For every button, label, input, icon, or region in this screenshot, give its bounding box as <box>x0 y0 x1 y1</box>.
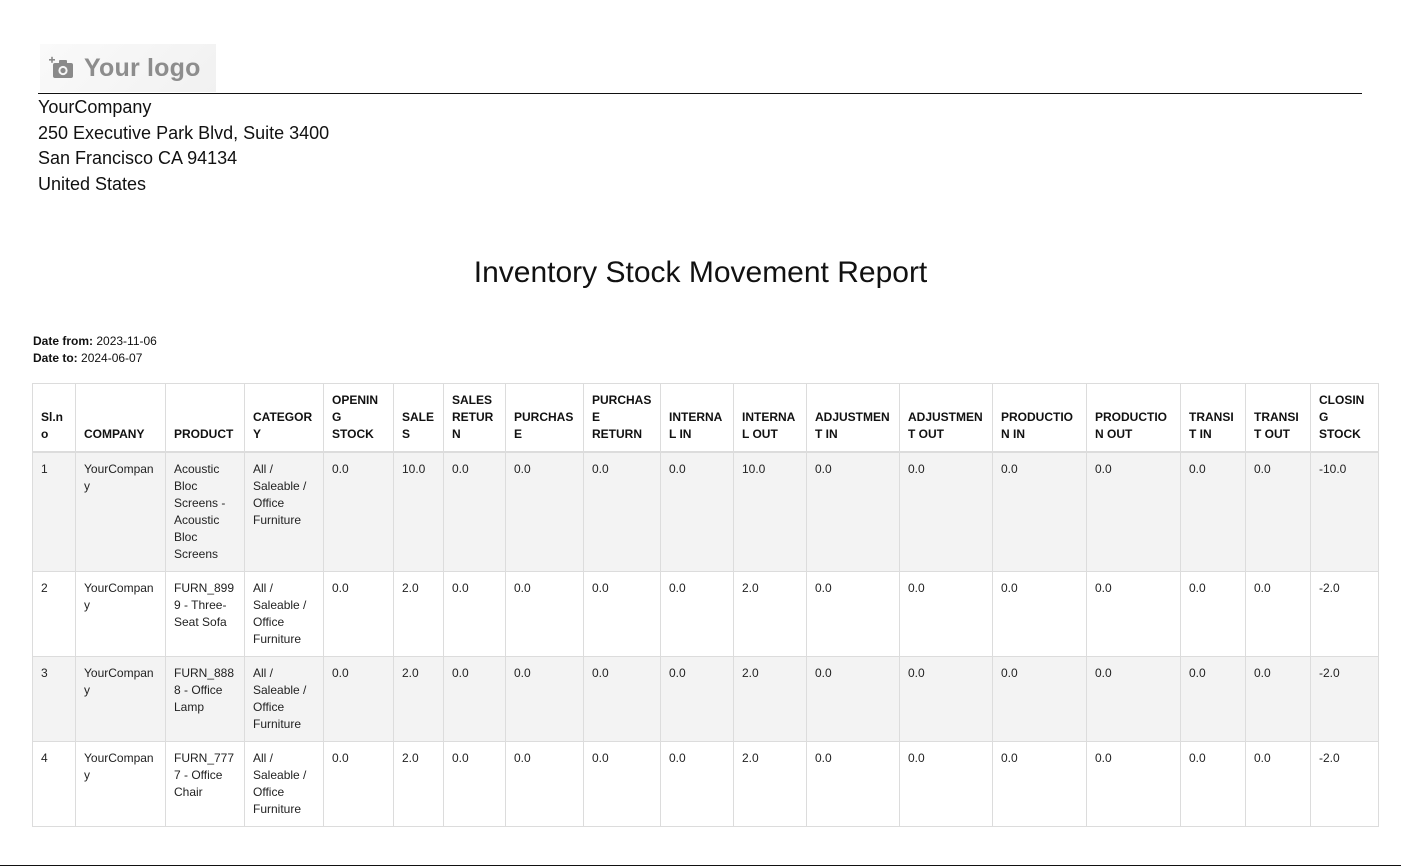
table-cell: All / Saleable / Office Furniture <box>245 742 324 827</box>
table-cell: 0.0 <box>1087 452 1181 572</box>
column-header: PRODUCT <box>166 384 245 453</box>
table-cell: 0.0 <box>324 742 394 827</box>
table-cell: 0.0 <box>584 572 661 657</box>
table-cell: 0.0 <box>506 742 584 827</box>
table-cell: -2.0 <box>1311 657 1379 742</box>
table-cell: 1 <box>33 452 76 572</box>
table-cell: -2.0 <box>1311 572 1379 657</box>
company-name: YourCompany <box>38 97 152 117</box>
table-cell: 0.0 <box>1181 657 1246 742</box>
table-cell: 0.0 <box>900 452 993 572</box>
table-cell: FURN_8888 - Office Lamp <box>166 657 245 742</box>
table-cell: 0.0 <box>1087 742 1181 827</box>
table-cell: All / Saleable / Office Furniture <box>245 452 324 572</box>
column-header: Sl.no <box>33 384 76 453</box>
table-cell: YourCompany <box>76 452 166 572</box>
report-title: Inventory Stock Movement Report <box>473 256 928 289</box>
column-header: COMPANY <box>76 384 166 453</box>
footer-divider <box>0 865 1401 866</box>
column-header: TRANSIT OUT <box>1246 384 1311 453</box>
column-header: PURCHASE RETURN <box>584 384 661 453</box>
table-cell: YourCompany <box>76 742 166 827</box>
column-header: INTERNAL IN <box>661 384 734 453</box>
table-cell: All / Saleable / Office Furniture <box>245 657 324 742</box>
table-cell: 0.0 <box>506 572 584 657</box>
table-cell: FURN_7777 - Office Chair <box>166 742 245 827</box>
column-header: OPENING STOCK <box>324 384 394 453</box>
table-cell: 0.0 <box>444 572 506 657</box>
table-cell: 10.0 <box>734 452 807 572</box>
column-header: PRODUCTION OUT <box>1087 384 1181 453</box>
company-address <box>38 95 329 197</box>
header-divider <box>38 93 1362 94</box>
column-header: INTERNAL OUT <box>734 384 807 453</box>
table-cell: 0.0 <box>661 742 734 827</box>
table-cell: Acoustic Bloc Screens - Acoustic Bloc Screens <box>166 452 245 572</box>
table-cell: YourCompany <box>76 657 166 742</box>
column-header: PRODUCTION IN <box>993 384 1087 453</box>
table-cell: -2.0 <box>1311 742 1379 827</box>
table-cell: 2.0 <box>734 572 807 657</box>
table-cell: 4 <box>33 742 76 827</box>
column-header: ADJUSTMENT OUT <box>900 384 993 453</box>
date-to-row <box>33 350 157 367</box>
table-cell: 0.0 <box>1181 572 1246 657</box>
table-cell: 0.0 <box>661 452 734 572</box>
table-cell: 0.0 <box>506 452 584 572</box>
table-cell: 0.0 <box>1246 742 1311 827</box>
table-cell: 2.0 <box>394 742 444 827</box>
table-cell: 2.0 <box>394 657 444 742</box>
table-cell: 0.0 <box>807 657 900 742</box>
date-from-label: Date from: <box>33 334 94 348</box>
table-row <box>33 742 1379 827</box>
table-cell: 0.0 <box>584 452 661 572</box>
table-cell: 2.0 <box>734 657 807 742</box>
table-cell: 0.0 <box>993 657 1087 742</box>
date-to-label: Date to: <box>33 351 78 365</box>
table-cell: FURN_8999 - Three-Seat Sofa <box>166 572 245 657</box>
table-cell: 0.0 <box>506 657 584 742</box>
address-line-2: San Francisco CA 94134 <box>38 148 238 168</box>
table-cell: 0.0 <box>1246 657 1311 742</box>
table-cell: All / Saleable / Office Furniture <box>245 572 324 657</box>
table-cell: 0.0 <box>807 452 900 572</box>
table-cell: 0.0 <box>661 657 734 742</box>
table-cell: 0.0 <box>444 657 506 742</box>
table-cell: -10.0 <box>1311 452 1379 572</box>
table-row <box>33 452 1379 572</box>
column-header: SALES <box>394 384 444 453</box>
table-cell: 0.0 <box>444 452 506 572</box>
date-to-value: 2024-06-07 <box>81 351 143 365</box>
table-body <box>33 452 1379 827</box>
table-cell: 0.0 <box>900 742 993 827</box>
company-logo <box>40 44 216 92</box>
table-cell: 0.0 <box>324 657 394 742</box>
stock-movement-table <box>32 383 1379 827</box>
table-cell: 0.0 <box>324 452 394 572</box>
date-from-row <box>33 333 157 350</box>
column-header: CATEGORY <box>245 384 324 453</box>
table-cell: 0.0 <box>993 452 1087 572</box>
column-header: CLOSING STOCK <box>1311 384 1379 453</box>
table-cell: 0.0 <box>807 742 900 827</box>
table-row <box>33 572 1379 657</box>
table-cell: 0.0 <box>993 742 1087 827</box>
table-cell: 2.0 <box>734 742 807 827</box>
table-cell: 0.0 <box>584 657 661 742</box>
logo-text: Your logo <box>84 53 201 82</box>
table-cell: 2 <box>33 572 76 657</box>
table-cell: 0.0 <box>584 742 661 827</box>
table-cell: 0.0 <box>900 657 993 742</box>
table-cell: 2.0 <box>394 572 444 657</box>
camera-plus-icon <box>48 54 76 82</box>
column-header: PURCHASE <box>506 384 584 453</box>
address-line-1: 250 Executive Park Blvd, Suite 3400 <box>38 122 330 143</box>
table-row <box>33 657 1379 742</box>
table-cell: 0.0 <box>1181 742 1246 827</box>
table-cell: 0.0 <box>1087 657 1181 742</box>
table-cell: YourCompany <box>76 572 166 657</box>
table-cell: 3 <box>33 657 76 742</box>
table-cell: 0.0 <box>444 742 506 827</box>
table-cell: 0.0 <box>1246 452 1311 572</box>
address-country: United States <box>38 173 147 194</box>
table-cell: 0.0 <box>993 572 1087 657</box>
table-cell: 0.0 <box>1246 572 1311 657</box>
table-cell: 0.0 <box>900 572 993 657</box>
date-from-value: 2023-11-06 <box>96 334 157 348</box>
table-cell: 0.0 <box>807 572 900 657</box>
report-date-range <box>33 333 157 367</box>
table-header-row <box>33 384 1379 453</box>
table-cell: 10.0 <box>394 452 444 572</box>
table-cell: 0.0 <box>661 572 734 657</box>
column-header: SALES RETURN <box>444 384 506 453</box>
column-header: ADJUSTMENT IN <box>807 384 900 453</box>
column-header: TRANSIT IN <box>1181 384 1246 453</box>
table-cell: 0.0 <box>324 572 394 657</box>
table-cell: 0.0 <box>1181 452 1246 572</box>
table-cell: 0.0 <box>1087 572 1181 657</box>
